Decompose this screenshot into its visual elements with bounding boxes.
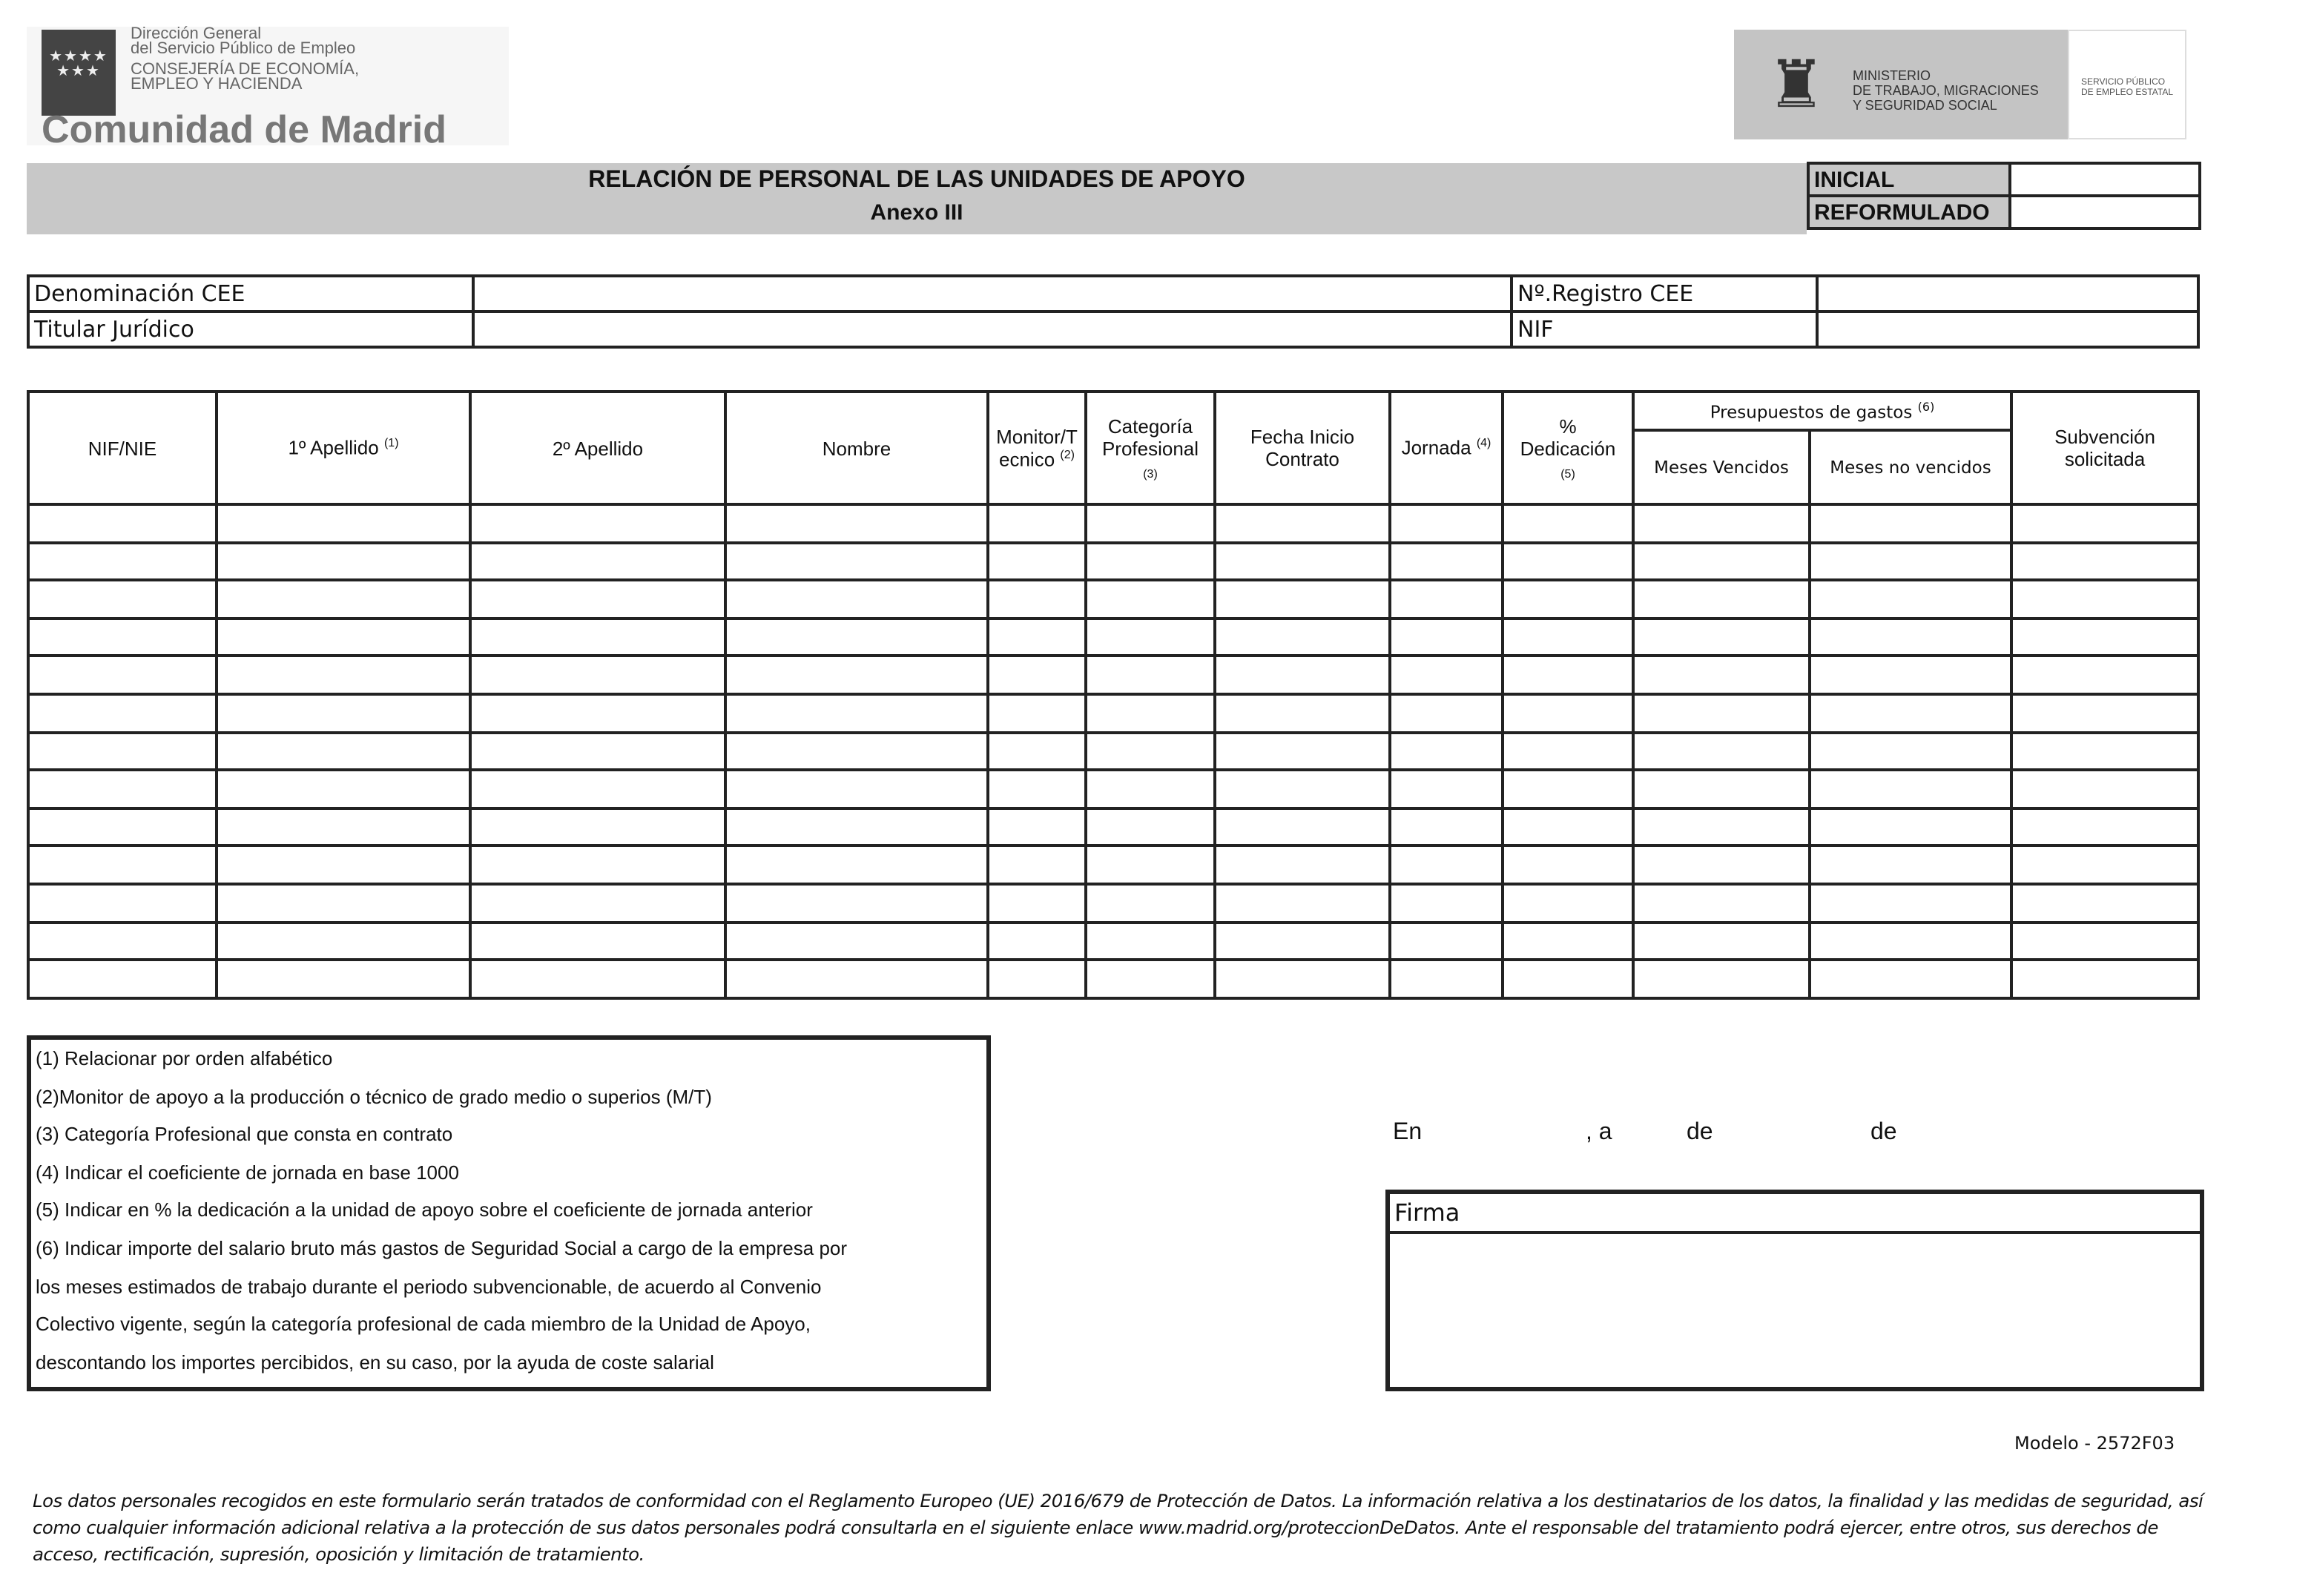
table-cell[interactable] — [1633, 770, 1810, 808]
table-cell[interactable] — [1503, 884, 1633, 922]
table-cell[interactable] — [470, 884, 725, 922]
table-cell[interactable] — [2011, 732, 2198, 770]
date-de1: de — [1687, 1120, 1713, 1145]
table-cell[interactable] — [28, 846, 217, 884]
col-nombre: Nombre — [725, 392, 988, 504]
table-cell[interactable] — [1215, 846, 1390, 884]
coat-of-arms-icon: ♜ — [1767, 49, 1826, 122]
table-cell[interactable] — [2011, 619, 2198, 656]
table-cell[interactable] — [988, 770, 1086, 808]
table-cell[interactable] — [1633, 694, 1810, 732]
notes-box — [27, 1035, 991, 1391]
table-cell[interactable] — [1215, 656, 1390, 694]
table-cell[interactable] — [2011, 580, 2198, 618]
table-cell[interactable] — [1503, 846, 1633, 884]
table-cell[interactable] — [28, 694, 217, 732]
table-cell[interactable] — [217, 656, 470, 694]
table-row — [28, 770, 2198, 808]
nif-label: NIF — [1512, 311, 1817, 347]
table-cell[interactable] — [1633, 732, 1810, 770]
table-cell[interactable] — [725, 580, 988, 618]
table-cell[interactable] — [988, 960, 1086, 998]
table-cell[interactable] — [1086, 846, 1215, 884]
table-cell[interactable] — [988, 884, 1086, 922]
note-line: (6) Indicar importe del salario bruto más gastos de Seguridad Social a cargo de la empresa por — [36, 1236, 848, 1259]
table-cell[interactable] — [1086, 770, 1215, 808]
table-cell[interactable] — [470, 846, 725, 884]
table-cell[interactable] — [1810, 884, 2011, 922]
table-cell[interactable] — [988, 732, 1086, 770]
table-row — [28, 580, 2198, 618]
table-cell[interactable] — [725, 619, 988, 656]
table-row — [28, 732, 2198, 770]
table-cell[interactable] — [1390, 770, 1503, 808]
table-cell[interactable] — [1215, 542, 1390, 580]
table-row — [28, 694, 2198, 732]
table-row — [28, 846, 2198, 884]
denominacion-field[interactable] — [473, 276, 1512, 311]
table-cell[interactable] — [28, 960, 217, 998]
table-cell[interactable] — [1633, 504, 1810, 542]
table-cell[interactable] — [28, 619, 217, 656]
modelo-code: Modelo - 2572F03 — [2014, 1433, 2175, 1454]
logo-text: del Servicio Público de Empleo — [131, 40, 356, 58]
table-row — [28, 808, 2198, 846]
table-cell[interactable] — [1390, 656, 1503, 694]
table-cell[interactable] — [470, 808, 725, 846]
table-cell[interactable] — [1086, 504, 1215, 542]
table-cell[interactable] — [2011, 884, 2198, 922]
table-cell[interactable] — [470, 580, 725, 618]
table-cell[interactable] — [1390, 922, 1503, 960]
table-cell[interactable] — [1810, 846, 2011, 884]
table-cell[interactable] — [1086, 732, 1215, 770]
table-cell[interactable] — [1215, 884, 1390, 922]
col-nif: NIF/NIE — [28, 392, 217, 504]
table-cell[interactable] — [1086, 922, 1215, 960]
table-cell[interactable] — [988, 846, 1086, 884]
table-cell[interactable] — [470, 770, 725, 808]
comunidad-madrid-logo — [27, 25, 509, 151]
registro-field[interactable] — [1817, 276, 2198, 311]
table-cell[interactable] — [725, 732, 988, 770]
titular-field[interactable] — [473, 311, 1512, 347]
col-meses-no-vencidos: Meses no vencidos — [1810, 430, 2011, 504]
note-line: (3) Categoría Profesional que consta en contrato — [36, 1123, 453, 1146]
table-cell[interactable] — [470, 619, 725, 656]
table-cell[interactable] — [1215, 732, 1390, 770]
table-cell[interactable] — [2011, 542, 2198, 580]
date-en: En — [1393, 1120, 1423, 1145]
note-line: (5) Indicar en % la dedicación a la unidad de apoyo sobre el coeficiente de jornada anterior — [36, 1198, 813, 1221]
note-line: (2)Monitor de apoyo a la producción o técnico de grado medio o superios (M/T) — [36, 1085, 712, 1108]
table-cell[interactable] — [1503, 770, 1633, 808]
table-cell[interactable] — [28, 884, 217, 922]
table-cell[interactable] — [1390, 619, 1503, 656]
note-line: descontando los importes percibidos, en su caso, por la ayuda de coste salarial — [36, 1351, 714, 1374]
inicial-label: INICIAL — [1808, 163, 2010, 196]
table-cell[interactable] — [725, 846, 988, 884]
table-cell[interactable] — [1810, 960, 2011, 998]
table-cell[interactable] — [470, 960, 725, 998]
col-apellido1: 1º Apellido $^{(1)}$ — [217, 392, 470, 504]
firma-box — [1385, 1190, 2204, 1391]
table-cell[interactable] — [28, 922, 217, 960]
col-categoria: Categoría Profesional (3) — [1086, 392, 1215, 504]
table-cell[interactable] — [725, 504, 988, 542]
table-cell[interactable] — [1086, 619, 1215, 656]
table-cell[interactable] — [217, 619, 470, 656]
page-title: RELACIÓN DE PERSONAL DE LAS UNIDADES DE APOYO — [588, 168, 1245, 193]
table-row — [28, 884, 2198, 922]
table-cell[interactable] — [1633, 922, 1810, 960]
table-cell[interactable] — [28, 732, 217, 770]
table-cell[interactable] — [1086, 884, 1215, 922]
table-cell[interactable] — [1086, 960, 1215, 998]
table-cell[interactable] — [1390, 808, 1503, 846]
table-cell[interactable] — [2011, 694, 2198, 732]
date-de2: de — [1870, 1120, 1897, 1145]
personal-table — [27, 390, 2200, 999]
table-cell[interactable] — [2011, 960, 2198, 998]
col-apellido2: 2º Apellido — [470, 392, 725, 504]
table-row — [28, 656, 2198, 694]
identification-table — [27, 274, 2200, 349]
table-cell[interactable] — [1503, 656, 1633, 694]
col-monitor: Monitor/T ecnico $^{(2)}$ — [988, 392, 1086, 504]
table-row — [28, 922, 2198, 960]
table-cell[interactable] — [217, 922, 470, 960]
table-cell[interactable] — [1503, 694, 1633, 732]
table-cell[interactable] — [1810, 656, 2011, 694]
table-cell[interactable] — [988, 619, 1086, 656]
table-cell[interactable] — [217, 808, 470, 846]
legal-notice: Los datos personales recogidos en este formulario serán tratados de conformidad con el Reglamento Europeo (UE) 2016/679 de Protección de Datos. La información relativa a los destinatarios de los datos, la finalidad y las medidas de seguridad, así como cualquier información adicional relativa a la protección de sus datos personales podrá consultarla en el siguiente enlace www.madrid.org/proteccionDeDatos. Ante el responsable del tratamiento podrá ejercer, entre otros, sus derechos de acceso, rectificación, supresión, oposición y limitación de tratamiento. — [33, 1491, 2203, 1565]
page-subtitle: Anexo III — [870, 200, 963, 225]
table-cell[interactable] — [1633, 808, 1810, 846]
table-cell[interactable] — [1086, 808, 1215, 846]
table-cell[interactable] — [1633, 542, 1810, 580]
titular-label: Titular Jurídico — [28, 311, 473, 347]
table-cell[interactable] — [1503, 504, 1633, 542]
table-cell[interactable] — [2011, 922, 2198, 960]
table-cell[interactable] — [1215, 808, 1390, 846]
col-presupuestos: Presupuestos de gastos $^{(6)}$ — [1633, 392, 2011, 430]
table-cell[interactable] — [1633, 619, 1810, 656]
table-cell[interactable] — [1390, 846, 1503, 884]
table-row — [28, 504, 2198, 542]
note-line: (4) Indicar el coeficiente de jornada en base 1000 — [36, 1161, 459, 1184]
table-cell[interactable] — [1810, 504, 2011, 542]
sepe-logo: SERVICIO PÚBLICO DE EMPLEO ESTATAL — [2068, 30, 2186, 139]
table-cell[interactable] — [2011, 846, 2198, 884]
table-cell[interactable] — [1810, 922, 2011, 960]
table-cell[interactable] — [988, 504, 1086, 542]
table-cell[interactable] — [988, 694, 1086, 732]
table-cell[interactable] — [1633, 884, 1810, 922]
table-cell[interactable] — [1390, 960, 1503, 998]
table-cell[interactable] — [1215, 960, 1390, 998]
table-cell[interactable] — [1503, 619, 1633, 656]
table-cell[interactable] — [725, 960, 988, 998]
table-cell[interactable] — [217, 694, 470, 732]
note-line: (1) Relacionar por orden alfabético — [36, 1047, 333, 1069]
reformulado-field[interactable] — [2010, 196, 2200, 228]
firma-label: Firma — [1390, 1194, 2200, 1234]
table-cell[interactable] — [217, 580, 470, 618]
signature-field[interactable] — [1390, 1234, 2200, 1382]
table-cell[interactable] — [1633, 656, 1810, 694]
table-cell[interactable] — [217, 960, 470, 998]
table-cell[interactable] — [217, 846, 470, 884]
table-cell[interactable] — [2011, 808, 2198, 846]
table-cell[interactable] — [1503, 922, 1633, 960]
table-cell[interactable] — [1810, 542, 2011, 580]
table-cell[interactable] — [1215, 504, 1390, 542]
table-cell[interactable] — [1503, 960, 1633, 998]
status-table — [1807, 162, 2201, 230]
table-cell[interactable] — [470, 542, 725, 580]
table-cell[interactable] — [1810, 619, 2011, 656]
table-cell[interactable] — [1390, 542, 1503, 580]
table-cell[interactable] — [1633, 846, 1810, 884]
table-cell[interactable] — [725, 770, 988, 808]
table-cell[interactable] — [1810, 770, 2011, 808]
table-cell[interactable] — [1215, 922, 1390, 960]
table-cell[interactable] — [28, 504, 217, 542]
table-cell[interactable] — [2011, 656, 2198, 694]
table-cell[interactable] — [28, 580, 217, 618]
table-cell[interactable] — [988, 922, 1086, 960]
table-cell[interactable] — [988, 542, 1086, 580]
table-cell[interactable] — [470, 504, 725, 542]
table-cell[interactable] — [28, 542, 217, 580]
table-cell[interactable] — [1086, 542, 1215, 580]
table-cell[interactable] — [1215, 694, 1390, 732]
table-cell[interactable] — [217, 732, 470, 770]
table-cell[interactable] — [1810, 580, 2011, 618]
table-cell[interactable] — [725, 808, 988, 846]
ministerio-logo — [1734, 30, 2186, 139]
table-cell[interactable] — [1503, 808, 1633, 846]
table-cell[interactable] — [28, 808, 217, 846]
table-cell[interactable] — [988, 656, 1086, 694]
table-cell[interactable] — [470, 656, 725, 694]
table-cell[interactable] — [1390, 884, 1503, 922]
table-cell[interactable] — [1810, 732, 2011, 770]
table-cell[interactable] — [1390, 694, 1503, 732]
table-cell[interactable] — [1810, 694, 2011, 732]
reformulado-label: REFORMULADO — [1808, 196, 2010, 228]
table-cell[interactable] — [725, 542, 988, 580]
table-cell[interactable] — [1390, 732, 1503, 770]
table-cell[interactable] — [1215, 619, 1390, 656]
table-cell[interactable] — [28, 770, 217, 808]
title-bar — [27, 163, 1807, 234]
table-cell[interactable] — [28, 656, 217, 694]
table-cell[interactable] — [217, 542, 470, 580]
table-cell[interactable] — [1633, 960, 1810, 998]
table-cell[interactable] — [217, 884, 470, 922]
table-cell[interactable] — [470, 732, 725, 770]
col-meses-vencidos: Meses Vencidos — [1633, 430, 1810, 504]
table-row — [28, 960, 2198, 998]
table-cell[interactable] — [1633, 580, 1810, 618]
table-cell[interactable] — [988, 580, 1086, 618]
table-row — [28, 542, 2198, 580]
logo-text: EMPLEO Y HACIENDA — [131, 76, 303, 93]
table-cell[interactable] — [1390, 504, 1503, 542]
ministerio-text: MINISTERIO DE TRABAJO, MIGRACIONES Y SEGURIDAD SOCIAL — [1853, 68, 2039, 113]
table-cell[interactable] — [988, 808, 1086, 846]
note-line: los meses estimados de trabajo durante el periodo subvencionable, de acuerdo al Convenio — [36, 1275, 822, 1298]
table-cell[interactable] — [725, 884, 988, 922]
logo-text: Dirección General — [131, 25, 262, 43]
madrid-flag-icon: ★★★★ ★★★ — [42, 30, 116, 116]
table-cell[interactable] — [1086, 656, 1215, 694]
col-jornada: Jornada $^{(4)}$ — [1390, 392, 1503, 504]
table-cell[interactable] — [1215, 770, 1390, 808]
table-cell[interactable] — [1086, 580, 1215, 618]
table-cell[interactable] — [725, 694, 988, 732]
table-cell[interactable] — [217, 770, 470, 808]
table-cell[interactable] — [725, 656, 988, 694]
col-dedicacion: % Dedicación (5) — [1503, 392, 1633, 504]
col-subvencion: Subvención solicitada — [2011, 392, 2198, 504]
registro-label: Nº.Registro CEE — [1512, 276, 1817, 311]
denominacion-label: Denominación CEE — [28, 276, 473, 311]
table-row — [28, 619, 2198, 656]
table-cell[interactable] — [725, 922, 988, 960]
table-cell[interactable] — [470, 922, 725, 960]
table-cell[interactable] — [1215, 580, 1390, 618]
table-cell[interactable] — [1810, 808, 2011, 846]
table-cell[interactable] — [1390, 580, 1503, 618]
table-cell[interactable] — [2011, 770, 2198, 808]
table-cell[interactable] — [1503, 542, 1633, 580]
logo-brand: Comunidad de Madrid — [42, 107, 446, 151]
table-cell[interactable] — [217, 504, 470, 542]
table-cell[interactable] — [1503, 732, 1633, 770]
nif-field[interactable] — [1817, 311, 2198, 347]
table-cell[interactable] — [470, 694, 725, 732]
note-line: Colectivo vigente, según la categoría profesional de cada miembro de la Unidad de Apoyo, — [36, 1313, 811, 1336]
col-fecha: Fecha Inicio Contrato — [1215, 392, 1390, 504]
inicial-field[interactable] — [2010, 163, 2200, 196]
table-cell[interactable] — [2011, 504, 2198, 542]
table-cell[interactable] — [1503, 580, 1633, 618]
logo-text: CONSEJERÍA DE ECONOMÍA, — [131, 61, 360, 79]
table-cell[interactable] — [1086, 694, 1215, 732]
date-a: , a — [1586, 1120, 1612, 1145]
